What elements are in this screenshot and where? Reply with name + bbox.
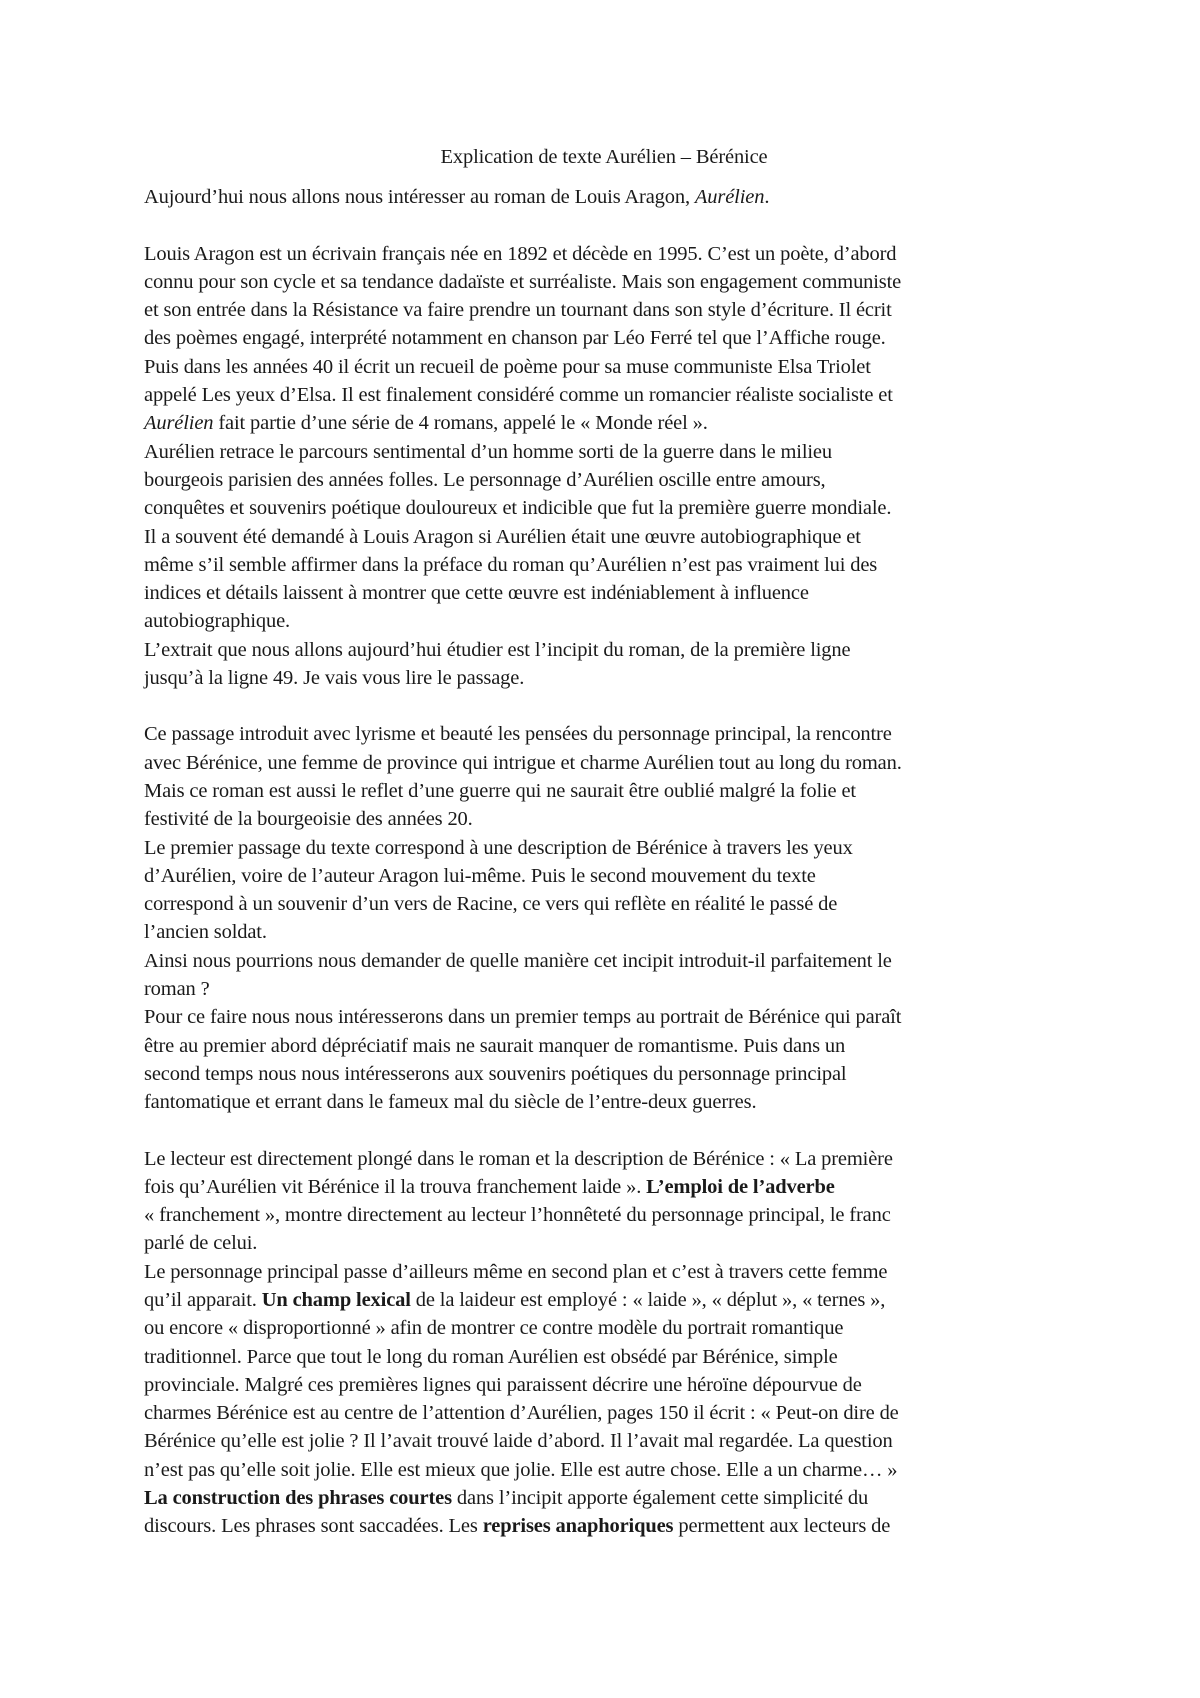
text-line: Aurélien retrace le parcours sentimental d’un homme sorti de la guerre dans le milieu: [144, 440, 832, 463]
document-body: [144, 143, 1064, 1541]
text-line: et son entrée dans la Résistance va faire prendre un tournant dans son style d’écriture. Il écrit: [144, 299, 892, 322]
document-title: Explication de texte Aurélien – Bérénice: [440, 146, 768, 168]
text-line: être au premier abord dépréciatif mais ne saurait manquer de romantisme. Puis dans un: [144, 1034, 846, 1057]
text-line: conquêtes et souvenirs poétique douloureux et indicible que fut la première guerre mondiale.: [144, 497, 892, 520]
text-line: ou encore « disproportionné » afin de montrer ce contre modèle du portrait romantique: [144, 1317, 844, 1340]
work-title: Aurélien: [144, 412, 214, 435]
text-line: Ainsi nous pourrions nous demander de quelle manière cet incipit introduit-il parfaitement le: [144, 949, 892, 972]
text-line: provinciale. Malgré ces premières lignes qui paraissent décrire une héroïne dépourvue de: [144, 1373, 862, 1396]
text-line: discours. Les phrases sont saccadées. Les reprises anaphoriques permettent aux lecteurs de: [144, 1515, 891, 1538]
text-line: des poèmes engagé, interprété notamment en chanson par Léo Ferré tel que l’Affiche rouge.: [144, 327, 886, 350]
text-line: l’ancien soldat.: [144, 921, 267, 944]
text-line: festivité de la bourgeoisie des années 20.: [144, 808, 473, 831]
paragraph-analysis: [144, 1145, 1064, 1541]
text-line: parlé de celui.: [144, 1232, 258, 1255]
text-line: traditionnel. Parce que tout le long du roman Aurélien est obsédé par Bérénice, simple: [144, 1345, 838, 1368]
text-line: jusqu’à la ligne 49. Je vais vous lire le passage.: [144, 667, 525, 690]
text-line: Louis Aragon est un écrivain français née en 1892 et décède en 1995. C’est un poète, d’abord: [144, 242, 897, 265]
bold-term: Un champ lexical: [261, 1288, 411, 1311]
text-line: Pour ce faire nous nous intéresserons dans un premier temps au portrait de Bérénice qui paraît: [144, 1006, 902, 1029]
text-line: Le premier passage du texte correspond à une description de Bérénice à travers les yeux: [144, 836, 853, 859]
text-line: Bérénice qu’elle est jolie ? Il l’avait trouvé laide d’abord. Il l’avait mal regardée. La question: [144, 1430, 893, 1453]
text-line: indices et détails laissent à montrer que cette œuvre est indéniablement à influence: [144, 582, 809, 605]
bold-term: reprises anaphoriques: [482, 1515, 674, 1538]
text-line: L’extrait que nous allons aujourd’hui étudier est l’incipit du roman, de la première ligne: [144, 638, 851, 661]
text-line: charmes Bérénice est au centre de l’attention d’Aurélien, pages 150 il écrit : « Peut-on dire de: [144, 1402, 899, 1425]
text-line: n’est pas qu’elle soit jolie. Elle est mieux que jolie. Elle est autre chose. Elle a un charme… »: [144, 1458, 898, 1481]
text-line: appelé Les yeux d’Elsa. Il est finalement considéré comme un romancier réaliste socialiste et: [144, 384, 893, 407]
work-title: Aurélien: [694, 186, 765, 209]
paragraph-novel: [144, 438, 1064, 693]
text-line: Le lecteur est directement plongé dans le roman et la description de Bérénice : « La première: [144, 1147, 893, 1170]
text-line: même s’il semble affirmer dans la préface du roman qu’Aurélien n’est pas vraiment lui des: [144, 553, 878, 576]
text-line: qu’il apparait. Un champ lexical de la laideur est employé : « laide », « déplut », « ternes »,: [144, 1288, 886, 1311]
text-line: fois qu’Aurélien vit Bérénice il la trouva franchement laide ». L’emploi de l’adverbe: [144, 1175, 835, 1198]
text-line: bourgeois parisien des années folles. Le personnage d’Aurélien oscille entre amours,: [144, 468, 826, 491]
bold-term: L’emploi de l’adverbe: [646, 1175, 835, 1198]
text-line: « franchement », montre directement au lecteur l’honnêteté du personnage principal, le franc: [144, 1204, 891, 1227]
text-line: second temps nous nous intéresserons aux souvenirs poétiques du personnage principal: [144, 1062, 847, 1085]
paragraph-problematic: [144, 720, 1064, 1116]
text-line: Le personnage principal passe d’ailleurs même en second plan et c’est à travers cette femme: [144, 1260, 888, 1283]
text-line: correspond à un souvenir d’un vers de Racine, ce vers qui reflète en réalité le passé de: [144, 893, 838, 916]
paragraph-author: [144, 240, 1064, 438]
text-line: d’Aurélien, voire de l’auteur Aragon lui-même. Puis le second mouvement du texte: [144, 864, 816, 887]
text-line: autobiographique.: [144, 610, 291, 633]
bold-term: La construction des phrases courtes: [144, 1487, 452, 1510]
text-line: Ce passage introduit avec lyrisme et beauté les pensées du personnage principal, la rencontre: [144, 723, 892, 746]
text-line: La construction des phrases courtes dans l’incipit apporte également cette simplicité du: [144, 1487, 869, 1510]
text-line: Puis dans les années 40 il écrit un recueil de poème pour sa muse communiste Elsa Triolet: [144, 355, 871, 378]
text-line: connu pour son cycle et sa tendance dadaïste et surréaliste. Mais son engagement communiste: [144, 270, 902, 293]
text-line: avec Bérénice, une femme de province qui intrigue et charme Aurélien tout au long du roman.: [144, 751, 902, 774]
text-line: roman ?: [144, 978, 210, 1001]
intro-line: Aujourd’hui nous allons nous intéresser au roman de Louis Aragon, Aurélien.: [144, 186, 770, 209]
text-line: Il a souvent été demandé à Louis Aragon si Aurélien était une œuvre autobiographique et: [144, 525, 861, 548]
text-line: Mais ce roman est aussi le reflet d’une guerre qui ne saurait être oublié malgré la folie et: [144, 779, 856, 802]
text-line: fantomatique et errant dans le fameux mal du siècle de l’entre-deux guerres.: [144, 1091, 757, 1114]
text-line: Aurélien fait partie d’une série de 4 romans, appelé le « Monde réel ».: [144, 412, 708, 435]
